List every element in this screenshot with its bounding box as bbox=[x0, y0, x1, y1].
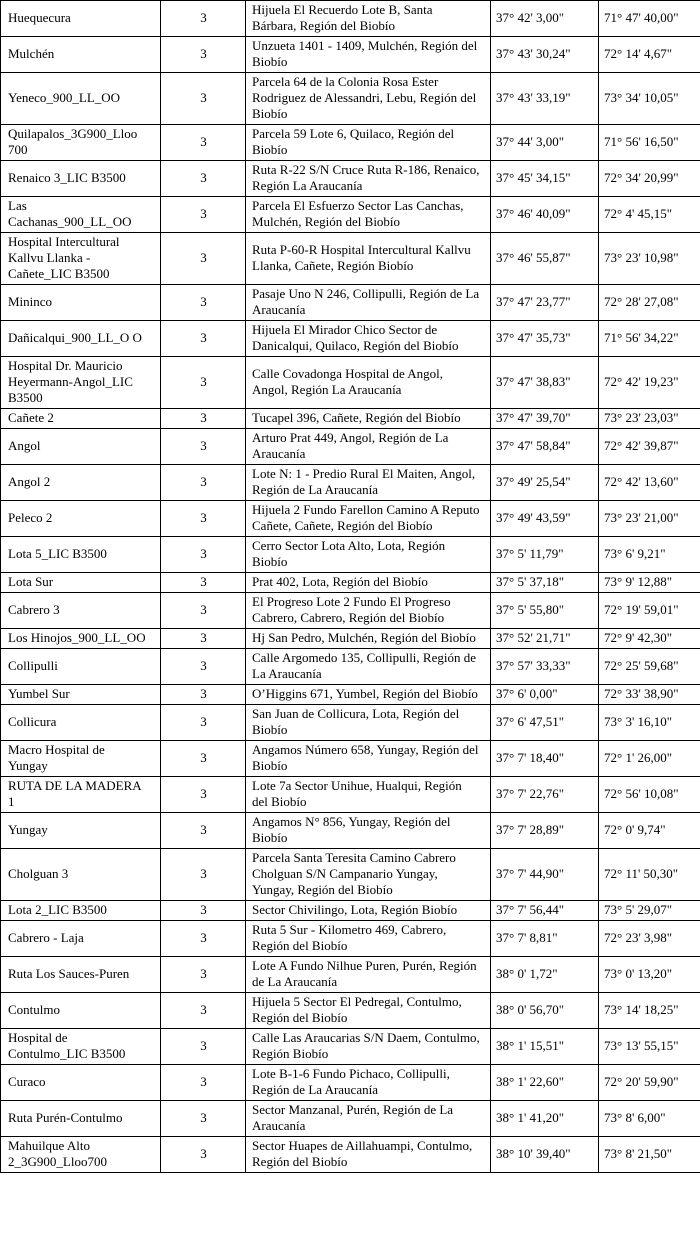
site-address-cell: Calle Las Araucarias S/N Daem, Contulmo, Región Biobío bbox=[246, 1029, 491, 1065]
site-longitude-cell: 73° 14' 18,25" bbox=[599, 993, 700, 1029]
table-row bbox=[1, 357, 700, 409]
table-row bbox=[1, 233, 700, 285]
site-name-cell: Ruta Los Sauces-Puren bbox=[1, 957, 161, 993]
table-row bbox=[1, 37, 700, 73]
site-address-cell: Calle Argomedo 135, Collipulli, Región de La Araucanía bbox=[246, 649, 491, 685]
site-name-cell: Cholguan 3 bbox=[1, 849, 161, 901]
site-latitude-cell: 37° 7' 44,90" bbox=[491, 849, 599, 901]
table-row bbox=[1, 741, 700, 777]
site-latitude-cell: 37° 5' 55,80" bbox=[491, 593, 599, 629]
site-name-cell: Dañicalqui_900_LL_O O bbox=[1, 321, 161, 357]
table-row bbox=[1, 849, 700, 901]
site-name-cell: Collicura bbox=[1, 705, 161, 741]
site-longitude-cell: 73° 34' 10,05" bbox=[599, 73, 700, 125]
table-row bbox=[1, 409, 700, 429]
site-count-cell: 3 bbox=[161, 1, 246, 37]
site-count-cell: 3 bbox=[161, 921, 246, 957]
site-longitude-cell: 72° 34' 20,99" bbox=[599, 161, 700, 197]
site-count-cell: 3 bbox=[161, 285, 246, 321]
site-name-cell: Lota 5_LIC B3500 bbox=[1, 537, 161, 573]
site-address-cell: Lote N: 1 - Predio Rural El Maiten, Angol, Región de La Araucanía bbox=[246, 465, 491, 501]
site-longitude-cell: 73° 8' 6,00" bbox=[599, 1101, 700, 1137]
site-name-cell: Angol 2 bbox=[1, 465, 161, 501]
site-latitude-cell: 37° 6' 0,00" bbox=[491, 685, 599, 705]
site-address-cell: San Juan de Collicura, Lota, Región del Biobío bbox=[246, 705, 491, 741]
site-address-cell: Sector Chivilingo, Lota, Región Biobío bbox=[246, 901, 491, 921]
site-name-cell: Curaco bbox=[1, 1065, 161, 1101]
site-latitude-cell: 38° 0' 56,70" bbox=[491, 993, 599, 1029]
site-latitude-cell: 37° 7' 18,40" bbox=[491, 741, 599, 777]
site-latitude-cell: 37° 46' 40,09" bbox=[491, 197, 599, 233]
site-count-cell: 3 bbox=[161, 573, 246, 593]
site-longitude-cell: 71° 47' 40,00" bbox=[599, 1, 700, 37]
site-longitude-cell: 71° 56' 34,22" bbox=[599, 321, 700, 357]
site-address-cell: Parcela 64 de la Colonia Rosa Ester Rodriguez de Alessandri, Lebu, Región del Biobío bbox=[246, 73, 491, 125]
site-longitude-cell: 73° 23' 21,00" bbox=[599, 501, 700, 537]
site-longitude-cell: 73° 9' 12,88" bbox=[599, 573, 700, 593]
site-longitude-cell: 73° 23' 23,03" bbox=[599, 409, 700, 429]
table-row bbox=[1, 537, 700, 573]
table-row bbox=[1, 429, 700, 465]
site-name-cell: Ruta Purén-Contulmo bbox=[1, 1101, 161, 1137]
site-latitude-cell: 37° 43' 30,24" bbox=[491, 37, 599, 73]
site-longitude-cell: 72° 19' 59,01" bbox=[599, 593, 700, 629]
site-latitude-cell: 37° 44' 3,00" bbox=[491, 125, 599, 161]
site-latitude-cell: 37° 7' 22,76" bbox=[491, 777, 599, 813]
table-row bbox=[1, 629, 700, 649]
site-name-cell: Lota 2_LIC B3500 bbox=[1, 901, 161, 921]
site-address-cell: Hijuela 5 Sector El Pedregal, Contulmo, Región del Biobío bbox=[246, 993, 491, 1029]
site-latitude-cell: 37° 42' 3,00" bbox=[491, 1, 599, 37]
site-longitude-cell: 73° 3' 16,10" bbox=[599, 705, 700, 741]
site-longitude-cell: 73° 8' 21,50" bbox=[599, 1137, 700, 1173]
table-row bbox=[1, 921, 700, 957]
site-count-cell: 3 bbox=[161, 429, 246, 465]
site-address-cell: Cerro Sector Lota Alto, Lota, Región Biobío bbox=[246, 537, 491, 573]
site-address-cell: Hijuela El Recuerdo Lote B, Santa Bárbara, Región del Biobío bbox=[246, 1, 491, 37]
site-address-cell: Sector Manzanal, Purén, Región de La Araucanía bbox=[246, 1101, 491, 1137]
site-address-cell: Angamos N° 856, Yungay, Región del Biobío bbox=[246, 813, 491, 849]
site-address-cell: O’Higgins 671, Yumbel, Región del Biobío bbox=[246, 685, 491, 705]
site-latitude-cell: 38° 0' 1,72" bbox=[491, 957, 599, 993]
table-row bbox=[1, 705, 700, 741]
site-name-cell: Quilapalos_3G900_Lloo 700 bbox=[1, 125, 161, 161]
site-name-cell: Macro Hospital de Yungay bbox=[1, 741, 161, 777]
site-count-cell: 3 bbox=[161, 901, 246, 921]
table-row bbox=[1, 1065, 700, 1101]
site-name-cell: Hospital Intercultural Kallvu Llanka - Cañete_LIC B3500 bbox=[1, 233, 161, 285]
site-longitude-cell: 72° 28' 27,08" bbox=[599, 285, 700, 321]
site-name-cell: Angol bbox=[1, 429, 161, 465]
table-row bbox=[1, 197, 700, 233]
table-row bbox=[1, 649, 700, 685]
site-name-cell: Hospital de Contulmo_LIC B3500 bbox=[1, 1029, 161, 1065]
site-longitude-cell: 71° 56' 16,50" bbox=[599, 125, 700, 161]
site-latitude-cell: 37° 45' 34,15" bbox=[491, 161, 599, 197]
table-row bbox=[1, 125, 700, 161]
site-address-cell: Pasaje Uno N 246, Collipulli, Región de La Araucanía bbox=[246, 285, 491, 321]
table-row bbox=[1, 573, 700, 593]
table-row bbox=[1, 73, 700, 125]
site-count-cell: 3 bbox=[161, 233, 246, 285]
site-address-cell: Ruta R-22 S/N Cruce Ruta R-186, Renaico, Región La Araucanía bbox=[246, 161, 491, 197]
site-count-cell: 3 bbox=[161, 465, 246, 501]
site-count-cell: 3 bbox=[161, 1101, 246, 1137]
site-name-cell: Lota Sur bbox=[1, 573, 161, 593]
site-longitude-cell: 72° 14' 4,67" bbox=[599, 37, 700, 73]
table-row bbox=[1, 1101, 700, 1137]
site-count-cell: 3 bbox=[161, 73, 246, 125]
site-count-cell: 3 bbox=[161, 629, 246, 649]
site-address-cell: El Progreso Lote 2 Fundo El Progreso Cabrero, Cabrero, Región del Biobío bbox=[246, 593, 491, 629]
site-name-cell: Cañete 2 bbox=[1, 409, 161, 429]
site-longitude-cell: 73° 13' 55,15" bbox=[599, 1029, 700, 1065]
site-address-cell: Lote B-1-6 Fundo Pichaco, Collipulli, Región de La Araucanía bbox=[246, 1065, 491, 1101]
site-latitude-cell: 37° 5' 11,79" bbox=[491, 537, 599, 573]
site-address-cell: Prat 402, Lota, Región del Biobío bbox=[246, 573, 491, 593]
site-address-cell: Hijuela 2 Fundo Farellon Camino A Reputo Cañete, Cañete, Región del Biobío bbox=[246, 501, 491, 537]
site-latitude-cell: 37° 49' 43,59" bbox=[491, 501, 599, 537]
site-count-cell: 3 bbox=[161, 1029, 246, 1065]
site-latitude-cell: 37° 43' 33,19" bbox=[491, 73, 599, 125]
site-count-cell: 3 bbox=[161, 37, 246, 73]
site-longitude-cell: 72° 9' 42,30" bbox=[599, 629, 700, 649]
site-count-cell: 3 bbox=[161, 849, 246, 901]
site-address-cell: Parcela El Esfuerzo Sector Las Canchas, Mulchén, Región del Biobío bbox=[246, 197, 491, 233]
site-latitude-cell: 37° 47' 35,73" bbox=[491, 321, 599, 357]
table-row bbox=[1, 593, 700, 629]
site-count-cell: 3 bbox=[161, 409, 246, 429]
site-latitude-cell: 37° 5' 37,18" bbox=[491, 573, 599, 593]
site-latitude-cell: 37° 6' 47,51" bbox=[491, 705, 599, 741]
site-count-cell: 3 bbox=[161, 685, 246, 705]
site-address-cell: Ruta 5 Sur - Kilometro 469, Cabrero, Región del Biobío bbox=[246, 921, 491, 957]
site-address-cell: Lote A Fundo Nilhue Puren, Purén, Región de La Araucanía bbox=[246, 957, 491, 993]
site-longitude-cell: 72° 25' 59,68" bbox=[599, 649, 700, 685]
site-longitude-cell: 72° 56' 10,08" bbox=[599, 777, 700, 813]
site-count-cell: 3 bbox=[161, 1137, 246, 1173]
site-address-cell: Arturo Prat 449, Angol, Región de La Araucanía bbox=[246, 429, 491, 465]
site-latitude-cell: 37° 47' 23,77" bbox=[491, 285, 599, 321]
site-longitude-cell: 73° 23' 10,98" bbox=[599, 233, 700, 285]
site-latitude-cell: 37° 47' 39,70" bbox=[491, 409, 599, 429]
site-name-cell: Mininco bbox=[1, 285, 161, 321]
site-name-cell: Las Cachanas_900_LL_OO bbox=[1, 197, 161, 233]
site-name-cell: Contulmo bbox=[1, 993, 161, 1029]
table-row bbox=[1, 957, 700, 993]
site-longitude-cell: 72° 0' 9,74" bbox=[599, 813, 700, 849]
site-latitude-cell: 38° 1' 15,51" bbox=[491, 1029, 599, 1065]
site-name-cell: Hospital Dr. Mauricio Heyermann-Angol_LIC B3500 bbox=[1, 357, 161, 409]
site-longitude-cell: 72° 42' 13,60" bbox=[599, 465, 700, 501]
site-count-cell: 3 bbox=[161, 813, 246, 849]
site-latitude-cell: 37° 7' 8,81" bbox=[491, 921, 599, 957]
site-name-cell: Cabrero - Laja bbox=[1, 921, 161, 957]
table-row bbox=[1, 321, 700, 357]
site-name-cell: Los Hinojos_900_LL_OO bbox=[1, 629, 161, 649]
site-longitude-cell: 73° 6' 9,21" bbox=[599, 537, 700, 573]
site-latitude-cell: 38° 1' 22,60" bbox=[491, 1065, 599, 1101]
site-longitude-cell: 72° 4' 45,15" bbox=[599, 197, 700, 233]
site-longitude-cell: 72° 42' 39,87" bbox=[599, 429, 700, 465]
site-name-cell: Mahuilque Alto 2_3G900_Lloo700 bbox=[1, 1137, 161, 1173]
site-count-cell: 3 bbox=[161, 197, 246, 233]
site-count-cell: 3 bbox=[161, 321, 246, 357]
site-count-cell: 3 bbox=[161, 1065, 246, 1101]
site-name-cell: Huequecura bbox=[1, 1, 161, 37]
table-row bbox=[1, 1137, 700, 1173]
site-longitude-cell: 72° 11' 50,30" bbox=[599, 849, 700, 901]
table-row bbox=[1, 993, 700, 1029]
site-latitude-cell: 38° 1' 41,20" bbox=[491, 1101, 599, 1137]
table-row bbox=[1, 813, 700, 849]
sites-table-body bbox=[1, 1, 700, 1173]
site-latitude-cell: 37° 47' 58,84" bbox=[491, 429, 599, 465]
site-name-cell: Peleco 2 bbox=[1, 501, 161, 537]
site-longitude-cell: 72° 33' 38,90" bbox=[599, 685, 700, 705]
site-latitude-cell: 37° 49' 25,54" bbox=[491, 465, 599, 501]
table-row bbox=[1, 1029, 700, 1065]
site-address-cell: Unzueta 1401 - 1409, Mulchén, Región del Biobío bbox=[246, 37, 491, 73]
site-longitude-cell: 72° 42' 19,23" bbox=[599, 357, 700, 409]
site-latitude-cell: 37° 52' 21,71" bbox=[491, 629, 599, 649]
site-address-cell: Ruta P-60-R Hospital Intercultural Kallvu Llanka, Cañete, Región Biobío bbox=[246, 233, 491, 285]
site-count-cell: 3 bbox=[161, 161, 246, 197]
site-name-cell: Renaico 3_LIC B3500 bbox=[1, 161, 161, 197]
site-name-cell: Yumbel Sur bbox=[1, 685, 161, 705]
site-count-cell: 3 bbox=[161, 741, 246, 777]
table-row bbox=[1, 685, 700, 705]
site-latitude-cell: 37° 7' 28,89" bbox=[491, 813, 599, 849]
site-address-cell: Parcela 59 Lote 6, Quilaco, Región del Biobío bbox=[246, 125, 491, 161]
site-count-cell: 3 bbox=[161, 357, 246, 409]
site-count-cell: 3 bbox=[161, 705, 246, 741]
site-longitude-cell: 72° 23' 3,98" bbox=[599, 921, 700, 957]
site-latitude-cell: 38° 10' 39,40" bbox=[491, 1137, 599, 1173]
site-address-cell: Lote 7a Sector Unihue, Hualqui, Región del Biobío bbox=[246, 777, 491, 813]
site-count-cell: 3 bbox=[161, 957, 246, 993]
site-count-cell: 3 bbox=[161, 649, 246, 685]
site-name-cell: Mulchén bbox=[1, 37, 161, 73]
site-longitude-cell: 73° 0' 13,20" bbox=[599, 957, 700, 993]
table-row bbox=[1, 501, 700, 537]
site-name-cell: Yeneco_900_LL_OO bbox=[1, 73, 161, 125]
site-address-cell: Tucapel 396, Cañete, Región del Biobío bbox=[246, 409, 491, 429]
site-address-cell: Parcela Santa Teresita Camino Cabrero Cholguan S/N Campanario Yungay, Yungay, Región del Biobío bbox=[246, 849, 491, 901]
site-name-cell: Cabrero 3 bbox=[1, 593, 161, 629]
site-count-cell: 3 bbox=[161, 777, 246, 813]
site-count-cell: 3 bbox=[161, 537, 246, 573]
table-row bbox=[1, 161, 700, 197]
site-count-cell: 3 bbox=[161, 501, 246, 537]
table-row bbox=[1, 285, 700, 321]
site-longitude-cell: 73° 5' 29,07" bbox=[599, 901, 700, 921]
site-name-cell: RUTA DE LA MADERA 1 bbox=[1, 777, 161, 813]
site-address-cell: Hj San Pedro, Mulchén, Región del Biobío bbox=[246, 629, 491, 649]
site-address-cell: Angamos Número 658, Yungay, Región del Biobío bbox=[246, 741, 491, 777]
site-latitude-cell: 37° 47' 38,83" bbox=[491, 357, 599, 409]
site-count-cell: 3 bbox=[161, 993, 246, 1029]
site-address-cell: Sector Huapes de Aillahuampi, Contulmo, Región del Biobío bbox=[246, 1137, 491, 1173]
table-row bbox=[1, 777, 700, 813]
site-latitude-cell: 37° 57' 33,33" bbox=[491, 649, 599, 685]
site-address-cell: Calle Covadonga Hospital de Angol, Angol, Región La Araucanía bbox=[246, 357, 491, 409]
site-longitude-cell: 72° 1' 26,00" bbox=[599, 741, 700, 777]
table-row bbox=[1, 901, 700, 921]
table-row bbox=[1, 1, 700, 37]
site-name-cell: Yungay bbox=[1, 813, 161, 849]
site-longitude-cell: 72° 20' 59,90" bbox=[599, 1065, 700, 1101]
site-count-cell: 3 bbox=[161, 125, 246, 161]
site-address-cell: Hijuela El Mirador Chico Sector de Danicalqui, Quilaco, Región del Biobío bbox=[246, 321, 491, 357]
site-latitude-cell: 37° 7' 56,44" bbox=[491, 901, 599, 921]
site-name-cell: Collipulli bbox=[1, 649, 161, 685]
table-row bbox=[1, 465, 700, 501]
site-latitude-cell: 37° 46' 55,87" bbox=[491, 233, 599, 285]
site-count-cell: 3 bbox=[161, 593, 246, 629]
